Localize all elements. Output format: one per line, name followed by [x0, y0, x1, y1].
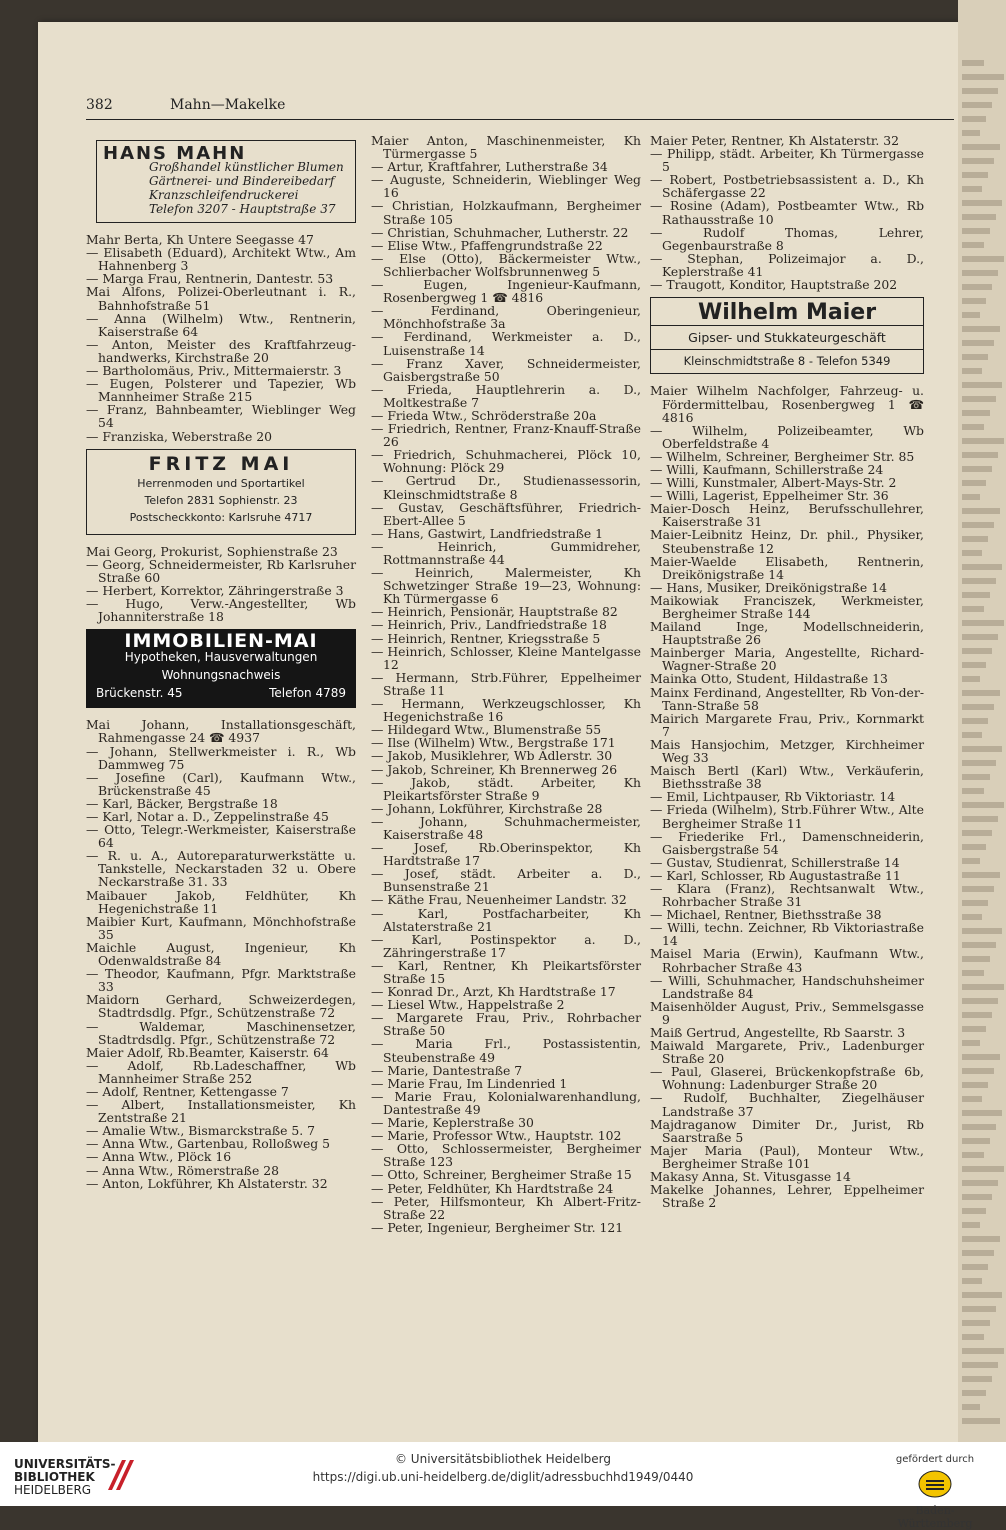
directory-entry: — Wilhelm, Schreiner, Bergheimer Str. 85 [650, 448, 915, 464]
directory-entry: — Georg, Schneidermeister, Rb Karlsruher Straße 60 [86, 556, 357, 585]
directory-entry: — Wilhelm, Polizeibeamter, Wb Oberfeldstraße 4 [650, 422, 924, 451]
directory-entry: — Liesel Wtw., Happelstraße 2 [371, 997, 565, 1013]
directory-entry: — Franziska, Weberstraße 20 [86, 428, 273, 444]
edge-text-line [962, 1236, 1000, 1242]
ad-line: Brückenstr. 45 [96, 686, 183, 701]
edge-text-line [962, 984, 1004, 990]
edge-text-line [962, 60, 984, 66]
directory-entry: Maidorn Gerhard, Schweizerdegen, Stadtrdsdlg. Pfgr., Schützenstraße 72 [86, 992, 356, 1021]
directory-entry: — Peter, Hilfsmonteur, Kh Albert-Fritz-Straße 22 [371, 1193, 641, 1222]
directory-entry: — Ferdinand, Oberingenieur, Mönchhofstraße 3a [371, 303, 641, 332]
edge-text-line [962, 494, 980, 500]
directory-entry: — R. u. A., Autoreparaturwerkstätte u. Tankstelle, Neckarstaden 32 u. Obere Neckarstraße 31. 33 [86, 848, 356, 890]
edge-text-line [962, 564, 1002, 570]
directory-entry: — Gustav, Studienrat, Schillerstraße 14 [650, 854, 900, 870]
edge-text-line [962, 1138, 990, 1144]
directory-entry: — Ferdinand, Werkmeister a. D., Luisenstraße 14 [371, 329, 641, 358]
directory-entry: — Anna Wtw., Gartenbau, Rolloßweg 5 [86, 1136, 331, 1152]
ad-heading: HANS MAHN [103, 143, 247, 164]
edge-text-line [962, 368, 982, 374]
directory-entry: — Gustav, Geschäftsführer, Friedrich-Ebert-Allee 5 [371, 499, 641, 528]
directory-entry: Mainka Otto, Student, Hildastraße 13 [650, 671, 888, 687]
edge-text-line [962, 214, 996, 220]
edge-text-line [962, 1320, 990, 1326]
directory-page [38, 22, 958, 1442]
directory-entry: — Karl, Notar a. D., Zeppelinstraße 45 [86, 809, 329, 824]
directory-entry: — Herbert, Korrektor, Zähringerstraße 3 [86, 582, 344, 598]
directory-entry: — Hans, Musiker, Dreikönigstraße 14 [650, 579, 887, 595]
advertisement-box [650, 297, 924, 374]
directory-entry: Maiß Gertrud, Angestellte, Rb Saarstr. 3 [650, 1025, 906, 1040]
ad-line: Postscheckkonto: Karlsruhe 4717 [129, 510, 313, 524]
directory-entry: — Heinrich, Rentner, Kriegsstraße 5 [371, 630, 601, 646]
directory-entry: Majdraganow Dimiter Dr., Jurist, Rb Saarstraße 5 [650, 1116, 924, 1145]
edge-text-line [962, 396, 996, 402]
directory-entry: — Karl, Postinspektor a. D., Zähringerstraße 17 [371, 931, 641, 960]
directory-entry: — Willi, Schuhmacher, Handschuhsheimer Landstraße 84 [650, 972, 924, 1001]
ad-line: Telefon 2831 Sophienstr. 23 [144, 493, 298, 507]
directory-entry: Mailand Inge, Modellschneiderin, Hauptstraße 26 [650, 619, 924, 648]
edge-text-line [962, 438, 1004, 444]
directory-entry: — Hans, Gastwirt, Landfriedstraße 1 [371, 525, 604, 541]
directory-entry: Maiwald Margarete, Priv., Ladenburger Straße 20 [650, 1038, 924, 1067]
edge-text-line [962, 1208, 986, 1214]
directory-entry: — Frieda, Hauptlehrerin a. D., Moltkestraße 7 [371, 381, 641, 410]
ad-heading: FRITZ MAI [148, 452, 294, 475]
edge-text-line [962, 1180, 998, 1186]
edge-text-line [962, 1082, 988, 1088]
edge-text-line [962, 1250, 994, 1256]
directory-entry: — Friedrich, Rentner, Franz-Knauff-Straße 26 [371, 421, 641, 450]
ad-line: Telefon 4789 [269, 686, 346, 701]
directory-entry: — Konrad Dr., Arzt, Kh Hardtstraße 17 [371, 984, 616, 1000]
directory-entry: Mai Johann, Installationsgeschäft, Rahmengasse 24 ☎ 4937 [86, 717, 356, 746]
edge-text-line [962, 354, 988, 360]
column-1 [86, 134, 356, 1190]
directory-entry: — Josef, Rb.Oberinspektor, Kh Hardtstraße 17 [371, 840, 641, 869]
directory-entry: — Karl, Schlosser, Rb Augustastraße 11 [650, 867, 901, 883]
edge-text-line [962, 802, 1004, 808]
edge-text-line [962, 1124, 996, 1130]
directory-entry: — Gertrud Dr., Studienassessorin, Kleinschmidtstraße 8 [371, 473, 641, 502]
directory-entry: — Eugen, Polsterer und Tapezier, Wb Mannheimer Straße 215 [86, 376, 356, 405]
edge-text-line [962, 1040, 980, 1046]
directory-entry: Mainx Ferdinand, Angestellter, Rb Von-der-Tann-Straße 58 [650, 684, 924, 713]
edge-text-line [962, 410, 990, 416]
directory-entry: — Marga Frau, Rentnerin, Dantestr. 53 [86, 271, 334, 287]
page-title: Mahn—Makelke [170, 97, 286, 113]
edge-text-line [962, 522, 994, 528]
ad-line: Gipser- und Stukkateurgeschäft [651, 326, 923, 350]
directory-entry: — Hermann, Strb.Führer, Eppelheimer Straße 11 [371, 669, 641, 698]
edge-text-line [962, 452, 998, 458]
directory-entry: — Christian, Holzkaufmann, Bergheimer Straße 105 [371, 198, 641, 227]
edge-text-line [962, 312, 980, 318]
ad-heading: IMMOBILIEN-MAI [124, 630, 318, 653]
edge-text-line [962, 942, 996, 948]
edge-text-line [962, 88, 998, 94]
directory-entry: — Marie, Dantestraße 7 [371, 1062, 523, 1078]
directory-entry: Maikowiak Franciszek, Werkmeister, Bergheimer Straße 144 [650, 592, 924, 621]
directory-entry: — Johann, Schuhmachermeister, Kaiserstraße 48 [371, 813, 641, 842]
edge-text-line [962, 102, 992, 108]
directory-entry: — Josef, städt. Arbeiter a. D., Bunsenstraße 21 [371, 866, 641, 895]
edge-text-line [962, 480, 986, 486]
edge-text-line [962, 340, 994, 346]
directory-entry: — Peter, Ingenieur, Bergheimer Str. 121 [371, 1219, 624, 1235]
edge-text-line [962, 1376, 992, 1382]
edge-text-line [962, 144, 1000, 150]
directory-entry: — Anna (Wilhelm) Wtw., Rentnerin, Kaiserstraße 64 [86, 310, 356, 339]
edge-text-line [962, 200, 1002, 206]
edge-text-line [962, 704, 994, 710]
directory-entry: — Elise Wtw., Pfaffengrundstraße 22 [371, 237, 603, 253]
edge-text-line [962, 1222, 980, 1228]
directory-entry: — Albert, Installationsmeister, Kh Zentstraße 21 [86, 1097, 356, 1126]
copyright-text: © Universitätsbibliothek Heidelberg [394, 1452, 611, 1466]
edge-text-line [962, 830, 992, 836]
page-header [86, 97, 954, 120]
edge-text-line [962, 676, 980, 682]
ad-heading: Wilhelm Maier [651, 298, 923, 326]
edge-text-line [962, 536, 988, 542]
directory-entry: Mainberger Maria, Angestellte, Richard-Wagner-Straße 20 [650, 645, 924, 674]
directory-entry: Maier Adolf, Rb.Beamter, Kaiserstr. 64 [86, 1044, 329, 1060]
directory-entry: Maier-Leibnitz Heinz, Dr. phil., Physiker, Steubenstraße 12 [650, 527, 924, 556]
footer-bar [0, 1442, 1006, 1530]
directory-entry: Maisenhölder August, Priv., Semmelsgasse 9 [650, 998, 924, 1027]
directory-entry: Maier-Dosch Heinz, Berufsschullehrer, Kaiserstraße 31 [650, 501, 924, 530]
directory-entry: — Hildegard Wtw., Blumenstraße 55 [371, 722, 602, 738]
edge-text-line [962, 788, 984, 794]
edge-text-line [962, 844, 986, 850]
edge-text-line [962, 172, 988, 178]
directory-entry: — Karl, Rentner, Kh Pleikartsförster Straße 15 [371, 957, 641, 986]
edge-text-line [962, 928, 1002, 934]
directory-entry: — Bartholomäus, Priv., Mittermaierstr. 3 [86, 363, 342, 379]
directory-entry: — Anton, Meister des Kraftfahrzeug-handwerks, Kirchstraße 20 [86, 336, 356, 365]
directory-entry: — Stephan, Polizeimajor a. D., Keplerstraße 41 [650, 250, 924, 279]
edge-text-line [962, 606, 984, 612]
ad-line: Wohnungsnachweis [161, 668, 281, 683]
edge-text-line [962, 1068, 994, 1074]
directory-entry: — Marie, Professor Wtw., Hauptstr. 102 [371, 1128, 622, 1144]
directory-entry: — Otto, Telegr.-Werkmeister, Kaiserstraße 64 [86, 822, 356, 851]
directory-entry: — Eugen, Ingenieur-Kaufmann, Rosenbergweg 1 ☎ 4816 [371, 277, 641, 306]
edge-text-line [962, 466, 992, 472]
edge-text-line [962, 228, 990, 234]
edge-text-line [962, 550, 982, 556]
edge-text-line [962, 508, 1000, 514]
funding-note: gefördert durch Baden-Württemberg [895, 1454, 975, 1530]
edge-text-line [962, 1348, 1004, 1354]
adjacent-page-edge [958, 0, 1006, 1442]
edge-text-line [962, 1152, 984, 1158]
directory-entry: Maibier Kurt, Kaufmann, Mönchhofstraße 35 [86, 913, 356, 942]
library-logo[interactable]: UNIVERSITÄTS- BIBLIOTHEK HEIDELBERG [14, 1457, 116, 1497]
directory-entry: — Heinrich, Schlosser, Kleine Mantelgasse 12 [371, 643, 641, 672]
directory-entry: — Amalie Wtw., Bismarckstraße 5. 7 [86, 1123, 316, 1139]
directory-entry: — Philipp, städt. Arbeiter, Kh Türmergasse 5 [650, 146, 924, 175]
directory-entry: — Rudolf, Buchhalter, Ziegelhäuser Landstraße 37 [650, 1090, 924, 1119]
directory-entry: — Hugo, Verw.-Angestellter, Wb Johanniterstraße 18 [86, 596, 356, 625]
directory-entry: — Willi, Kunstmaler, Albert-Mays-Str. 2 [650, 475, 897, 491]
directory-entry: — Marie Frau, Im Lindenried 1 [371, 1075, 568, 1091]
directory-entry: — Traugott, Konditor, Hauptstraße 202 [650, 277, 898, 293]
ad-line: Kleinschmidtstraße 8 - Telefon 5349 [683, 354, 891, 369]
directory-entry: — Robert, Postbetriebsassistent a. D., Kh Schäfergasse 22 [650, 172, 924, 201]
directory-entry: — Peter, Feldhüter, Kh Hardtstraße 24 [371, 1180, 614, 1196]
edge-text-line [962, 648, 992, 654]
edge-text-line [962, 1110, 1002, 1116]
directory-entry: Mai Georg, Prokurist, Sophienstraße 23 [86, 543, 338, 559]
edge-text-line [962, 998, 998, 1004]
edge-text-line [962, 1026, 986, 1032]
ad-line: Telefon 3207 - Hauptstraße 37 [149, 202, 336, 217]
directory-entry: Maier Peter, Rentner, Kh Alstaterstr. 32 [650, 133, 900, 148]
directory-entry: Maisel Maria (Erwin), Kaufmann Wtw., Rohrbacher Straße 43 [650, 946, 924, 975]
directory-entry: — Theodor, Kaufmann, Pfgr. Marktstraße 33 [86, 966, 356, 995]
edge-text-line [962, 424, 984, 430]
directory-entry: — Marie Frau, Kolonialwarenhandlung, Dantestraße 49 [371, 1088, 641, 1117]
edge-text-line [962, 760, 996, 766]
edge-text-line [962, 326, 1000, 332]
directory-entry: — Elisabeth (Eduard), Architekt Wtw., Am Hahnenberg 3 [86, 245, 356, 274]
edge-text-line [962, 1054, 1000, 1060]
directory-entry: — Hermann, Werkzeugschlosser, Kh Hegenichstraße 16 [371, 696, 641, 725]
edge-text-line [962, 1404, 980, 1410]
column-3 [650, 134, 924, 1209]
directory-entry: — Johann, Lokführer, Kirchstraße 28 [371, 800, 603, 816]
directory-entry: — Jakob, Musiklehrer, Wb Adlerstr. 30 [371, 748, 613, 764]
edge-text-line [962, 1292, 1002, 1298]
directory-entry: — Frieda Wtw., Schröderstraße 20a [371, 407, 597, 423]
directory-entry: — Anton, Lokführer, Kh Alstaterstr. 32 [86, 1175, 328, 1191]
state-coat-of-arms-icon [917, 1469, 953, 1499]
edge-text-line [962, 858, 980, 864]
directory-entry: — Karl, Bäcker, Bergstraße 18 [86, 795, 278, 811]
edge-text-line [962, 74, 1004, 80]
advertisement-box [86, 449, 356, 535]
directory-entry: — Klara (Franz), Rechtsanwalt Wtw., Rohrbacher Straße 31 [650, 880, 924, 910]
edge-text-line [962, 1390, 986, 1396]
edge-text-line [962, 732, 982, 738]
directory-entry: — Artur, Kraftfahrer, Lutherstraße 34 [371, 159, 608, 175]
edge-text-line [962, 900, 988, 906]
edge-text-line [962, 382, 1002, 388]
directory-entry: — Adolf, Rentner, Kettengasse 7 [86, 1083, 289, 1099]
directory-entry: — Waldemar, Maschinensetzer, Stadtrdsdlg. Pfgr., Schützenstraße 72 [86, 1018, 356, 1047]
directory-entry: — Heinrich, Pensionär, Hauptstraße 82 [371, 604, 618, 620]
directory-entry: — Heinrich, Priv., Landfriedstraße 18 [371, 617, 607, 633]
ad-line: Gärtnerei- und Bindereibedarf [149, 174, 335, 189]
directory-entry: — Maria Frl., Postassistentin, Steubenstraße 49 [371, 1036, 641, 1065]
advertisement-box [86, 629, 356, 708]
directory-entry: — Franz, Bahnbeamter, Wieblinger Weg 54 [86, 402, 356, 431]
edge-text-line [962, 158, 994, 164]
edge-text-line [962, 914, 982, 920]
edge-text-line [962, 774, 990, 780]
directory-entry: — Michael, Rentner, Biethsstraße 38 [650, 907, 882, 923]
directory-entry: Mais Hansjochim, Metzger, Kirchheimer Weg 33 [650, 736, 924, 766]
edge-text-line [962, 1278, 982, 1284]
directory-entry: — Heinrich, Malermeister, Kh Schwetzinger Straße 19—23, Wohnung: Kh Türmergasse 6 [371, 565, 641, 607]
directory-entry: — Rosine (Adam), Postbeamter Wtw., Rb Rathausstraße 10 [650, 198, 924, 227]
edge-text-line [962, 816, 998, 822]
directory-entry: — Jakob, Schreiner, Kh Brennerweg 26 [371, 761, 618, 777]
directory-entry: Maibauer Jakob, Feldhüter, Kh Hegenichstraße 11 [86, 887, 356, 916]
directory-entry: — Karl, Postfacharbeiter, Kh Alstaterstraße 21 [371, 905, 641, 934]
edge-text-line [962, 592, 990, 598]
edge-text-line [962, 1362, 998, 1368]
directory-entry: — Anna Wtw., Plöck 16 [86, 1149, 232, 1165]
edge-text-line [962, 1306, 996, 1312]
directory-entry: Maier-Waelde Elisabeth, Rentnerin, Dreikönigstraße 14 [650, 553, 924, 582]
ad-line: Kranzschleifendruckerei [149, 188, 299, 203]
edge-text-line [962, 634, 998, 640]
edge-text-line [962, 746, 1002, 752]
edge-text-line [962, 298, 986, 304]
edge-text-line [962, 620, 1004, 626]
edge-text-line [962, 242, 984, 248]
edge-text-line [962, 1166, 1004, 1172]
directory-entry: — Käthe Frau, Neuenheimer Landstr. 32 [371, 892, 627, 908]
ad-line: Herrenmoden und Sportartikel [137, 476, 305, 490]
edge-text-line [962, 970, 984, 976]
edge-text-line [962, 662, 986, 668]
directory-entry: Mai Alfons, Polizei-Oberleutnant i. R., Bahnhofstraße 51 [86, 284, 356, 313]
edge-text-line [962, 270, 998, 276]
directory-entry: — Anna Wtw., Römerstraße 28 [86, 1162, 279, 1178]
edge-text-line [962, 186, 982, 192]
directory-entry: — Friedrich, Schuhmacherei, Plöck 10, Wohnung: Plöck 29 [371, 447, 641, 476]
directory-entry: Makasy Anna, St. Vitusgasse 14 [650, 1169, 851, 1185]
source-url-link[interactable]: https://digi.ub.uni-heidelberg.de/diglit/adressbuchhd1949/0440 [312, 1470, 694, 1484]
edge-text-line [962, 578, 996, 584]
directory-entry: — Johann, Stellwerkmeister i. R., Wb Dammweg 75 [86, 743, 356, 772]
directory-entry: — Auguste, Schneiderin, Wieblinger Weg 16 [371, 172, 641, 201]
edge-text-line [962, 1334, 984, 1340]
directory-entry: — Heinrich, Gummidreher, Rottmannstraße 44 [371, 538, 641, 567]
edge-text-line [962, 116, 986, 122]
edge-text-line [962, 1194, 992, 1200]
directory-entry: — Emil, Lichtpauser, Rb Viktoriastr. 14 [650, 789, 896, 805]
directory-entry: — Otto, Schreiner, Bergheimer Straße 15 [371, 1167, 632, 1183]
edge-text-line [962, 256, 1004, 262]
directory-entry: — Josefine (Carl), Kaufmann Wtw., Brückenstraße 45 [86, 769, 356, 798]
edge-text-line [962, 872, 1000, 878]
edge-text-line [962, 1096, 982, 1102]
ad-line: Großhandel künstlicher Blumen [149, 160, 344, 175]
edge-text-line [962, 130, 980, 136]
edge-text-line [962, 886, 994, 892]
directory-entry: Mahr Berta, Kh Untere Seegasse 47 [86, 232, 314, 248]
directory-entry: — Christian, Schuhmacher, Lutherstr. 22 [371, 224, 629, 240]
directory-entry: Majer Maria (Paul), Monteur Wtw., Bergheimer Straße 101 [650, 1142, 924, 1171]
advertisement-box [96, 140, 356, 223]
edge-text-line [962, 718, 988, 724]
directory-entry: Maisch Bertl (Karl) Wtw., Verkäuferin, Biethsstraße 38 [650, 763, 924, 792]
directory-entry: Maier Anton, Maschinenmeister, Kh Türmergasse 5 [371, 133, 641, 162]
directory-entry: — Jakob, städt. Arbeiter, Kh Pleikartsförster Straße 9 [371, 774, 641, 803]
directory-entry: Maier Wilhelm Nachfolger, Fahrzeug- u. Fördermittelbau, Rosenbergweg 1 ☎ 4816 [650, 383, 924, 425]
directory-entry: — Adolf, Rb.Ladeschaffner, Wb Mannheimer Straße 252 [86, 1057, 356, 1086]
directory-entry: Maichle August, Ingenieur, Kh Odenwaldstraße 84 [86, 939, 356, 969]
directory-entry: — Else (Otto), Bäckermeister Wtw., Schlierbacher Wolfsbrunnenweg 5 [371, 250, 641, 279]
directory-entry: — Otto, Schlossermeister, Bergheimer Straße 123 [371, 1141, 641, 1170]
column-2 [371, 134, 641, 1234]
directory-entry: Makelke Johannes, Lehrer, Eppelheimer Straße 2 [650, 1182, 924, 1211]
edge-text-line [962, 284, 992, 290]
directory-entry: Mairich Margarete Frau, Priv., Kornmarkt 7 [650, 710, 924, 739]
page-number: 382 [86, 97, 113, 113]
directory-entry: — Willi, Kaufmann, Schillerstraße 24 [650, 461, 884, 477]
edge-text-line [962, 1264, 988, 1270]
ad-line: Hypotheken, Hausverwaltungen [124, 650, 318, 665]
directory-entry: — Paul, Glaserei, Brückenkopfstraße 6b, Wohnung: Ladenburger Straße 20 [650, 1064, 924, 1093]
directory-entry: — Rudolf Thomas, Lehrer, Gegenbaurstraße 8 [650, 224, 924, 253]
directory-entry: — Willi, Lagerist, Eppelheimer Str. 36 [650, 488, 889, 504]
edge-text-line [962, 690, 1000, 696]
edge-text-line [962, 956, 990, 962]
directory-entry: — Friederike Frl., Damenschneiderin, Gaisbergstraße 54 [650, 828, 924, 857]
directory-entry: — Margarete Frau, Priv., Rohrbacher Straße 50 [371, 1010, 641, 1039]
ad-contact-row [90, 684, 352, 702]
directory-entry: — Frieda (Wilhelm), Strb.Führer Wtw., Alte Bergheimer Straße 11 [650, 802, 924, 831]
edge-text-line [962, 1418, 1000, 1424]
directory-entry: — Marie, Keplerstraße 30 [371, 1115, 534, 1131]
directory-entry: — Franz Xaver, Schneidermeister, Gaisbergstraße 50 [371, 355, 641, 384]
directory-entry: — Ilse (Wilhelm) Wtw., Bergstraße 171 [371, 735, 616, 751]
directory-entry: — Willi, techn. Zeichner, Rb Viktoriastraße 14 [650, 920, 924, 949]
edge-text-line [962, 1012, 992, 1018]
